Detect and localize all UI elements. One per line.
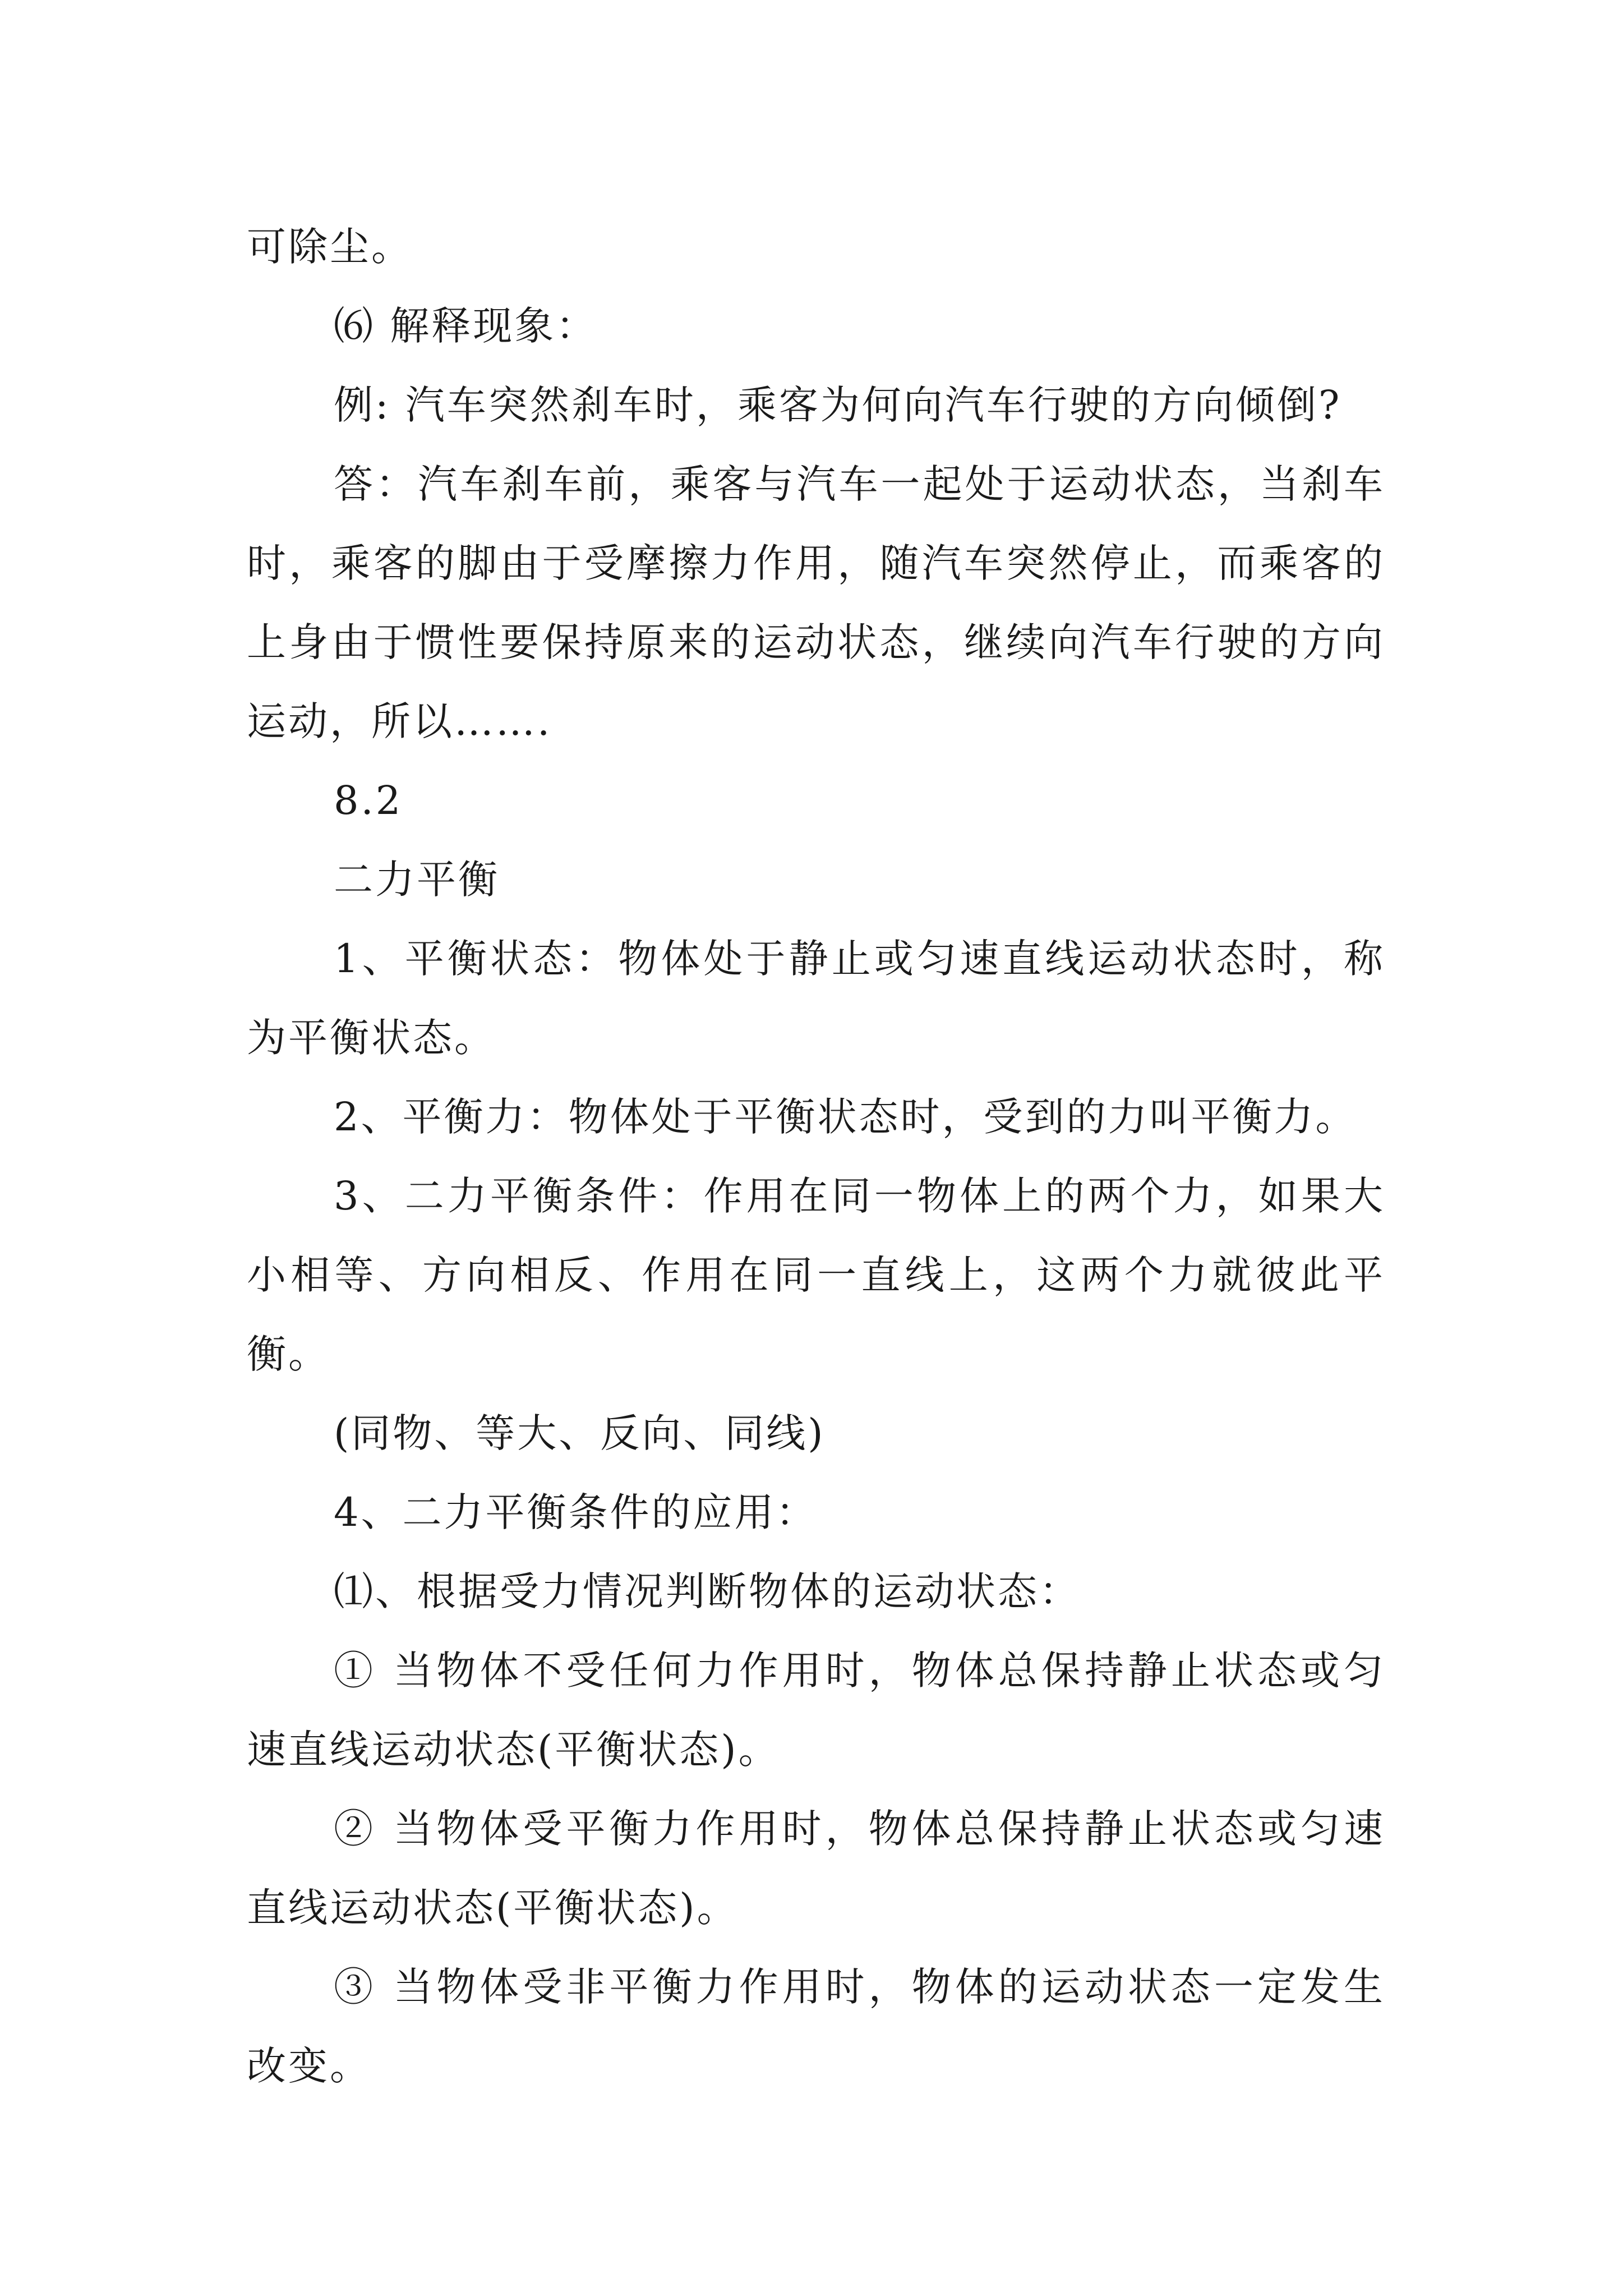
paragraph: ① 当物体不受任何力作用时，物体总保持静止状态或匀速直线运动状态(平衡状态)。 [247, 1648, 1385, 1773]
paragraph: 3、二力平衡条件：作用在同一物体上的两个力，如果大小相等、方向相反、作用在同一直线上，这两个力就彼此平衡。 [247, 1173, 1385, 1377]
paragraph: 例: 汽车突然刹车时，乘客为何向汽车行驶的方向倾倒? [334, 382, 1342, 428]
paragraph: 2、平衡力：物体处于平衡状态时，受到的力叫平衡力。 [334, 1094, 1357, 1140]
paragraph: 可除尘。 [247, 224, 413, 270]
document-body [247, 208, 1385, 2106]
paragraph: 1、平衡状态：物体处于静止或匀速直线运动状态时，称为平衡状态。 [247, 936, 1385, 1061]
paragraph: ⑴、根据受力情况判断物体的运动状态： [334, 1568, 1081, 1614]
paragraph: 答：汽车刹车前，乘客与汽车一起处于运动状态，当刹车时，乘客的脚由于受摩擦力作用，随汽车突然停止，而乘客的上身由于惯性要保持原来的运动状态，继续向汽车行驶的方向运动，所以……. [247, 461, 1385, 744]
paragraph: ② 当物体受平衡力作用时，物体总保持静止状态或匀速直线运动状态(平衡状态)。 [247, 1806, 1385, 1931]
section-number: 8.2 [334, 777, 403, 823]
paragraph: (同物、等大、反向、同线) [334, 1410, 826, 1456]
paragraph: ③ 当物体受非平衡力作用时，物体的运动状态一定发生改变。 [247, 1964, 1385, 2089]
paragraph: 4、二力平衡条件的应用： [334, 1489, 818, 1535]
paragraph: ⑹ 解释现象： [334, 303, 598, 349]
section-title: 二力平衡 [334, 857, 500, 903]
